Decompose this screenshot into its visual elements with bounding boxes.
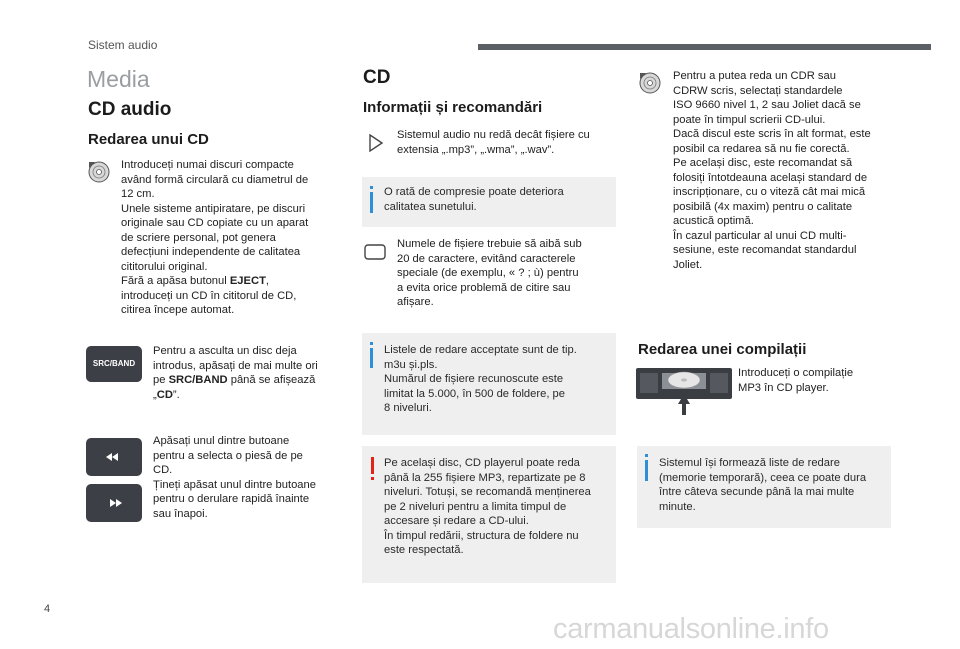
compilation-info-box (637, 446, 891, 528)
rewind-icon (86, 438, 142, 476)
compression-info-text: O rată de compresie poate deteriora calitatea sunetului. (384, 186, 564, 213)
src-band-label: SRC/BAND (92, 359, 136, 368)
media-title: Media (87, 66, 150, 92)
playlist-info-text: Listele de redare acceptate sunt de tip. m3u și.pls. Numărul de fișiere recunoscute este limitat la 5.000, în 500 de foldere, pe 8 niveluri. (384, 344, 577, 414)
playlist-info-box (362, 333, 616, 435)
rewind-button-image (86, 438, 142, 476)
play-compilation-subtitle: Redarea unei compilații (638, 341, 807, 358)
src-band-button-image (86, 346, 142, 382)
src-band-instructions: Pentru a asculta un disc deja introdus, apăsați de mai multe ori pe SRC/BAND până se afișează „CD”. (153, 345, 318, 401)
warning-text: Pe același disc, CD playerul poate reda până la 255 fișiere MP3, repartizate pe 8 niveluri. Totuși, se recomandă menținerea pe 2 niveluri pentru a limita timpul de accesare și redare a CD-ului. În timpul redării, structura de foldere nu este respectată. (384, 457, 591, 556)
cd-player-image (636, 368, 732, 422)
info-icon (370, 348, 373, 368)
cdr-instructions: Pentru a putea reda un CDR sau CDRW scris, selectați standardele ISO 9660 nivel 1, 2 sau Joliet dacă se poate în timpul scrierii CD-ului. Dacă discul este scris în alt format, este posibil ca redarea să nu fie corectă. Pe același disc, este recomandat să folosiți întotdeauna același standard de inscripționare, cu o viteză cât mai mică posibilă (4x maxim) pentru o calitate acustică optimă. În cazul particular al unui CD multi- sesiune, este recomandat standardul Joliet. (673, 70, 871, 271)
compilation-instructions: Introduceți o compilație MP3 în CD player. (738, 367, 854, 394)
screen-icon (363, 242, 387, 262)
header-bar (478, 44, 931, 50)
info-icon (645, 460, 648, 481)
seek-instructions: Apăsați unul dintre butoane pentru a selecta o piesă de pe CD. Țineți apăsat unul dintre butoane pentru o derulare rapidă înainte sau înapoi. (153, 435, 316, 520)
disc-instructions: Introduceți numai discuri compacte având formă circulară cu diametrul de 12 cm. Unele sisteme antipiratare, pe discuri originale sau CD copiate cu un aparat de scriere personal, pot genera defecțiuni independente de calitatea cititorului original. Fără a apăsa butonul EJECT, introduceți un CD în cititorul de CD, citirea începe automat. (121, 159, 309, 316)
compression-info-box (362, 177, 616, 227)
file-format-text: Sistemul audio nu redă decât fișiere cu extensia „.mp3”, „.wma”, „.wav”. (397, 129, 590, 156)
cd-title: CD (363, 67, 391, 88)
compilation-info-text: Sistemul își formează liste de redare (memorie temporară), ceea ce poate dura între câteva secunde până la mai multe minute. (659, 457, 867, 513)
fast-forward-button-image (86, 484, 142, 522)
info-icon (370, 192, 373, 213)
watermark: carmanualsonline.info (553, 613, 829, 645)
page-number: 4 (44, 603, 51, 615)
cd-audio-title: CD audio (88, 99, 172, 120)
fast-forward-icon (86, 484, 142, 522)
play-cd-subtitle: Redarea unui CD (88, 131, 209, 148)
section-header: Sistem audio (88, 38, 158, 52)
disc-icon (87, 160, 111, 184)
file-name-text: Numele de fișiere trebuie să aibă sub 20 de caractere, evitând caracterele speciale (de exemplu, « ? ; ù) pentru a evita orice problemă de citire sau afișare. (397, 238, 582, 308)
warning-icon (371, 457, 374, 474)
cd-player-illustration (636, 368, 732, 422)
disc-icon (638, 71, 662, 95)
play-icon (363, 131, 387, 155)
warning-box (362, 446, 616, 583)
info-recommendations-subtitle: Informații și recomandări (363, 99, 543, 116)
